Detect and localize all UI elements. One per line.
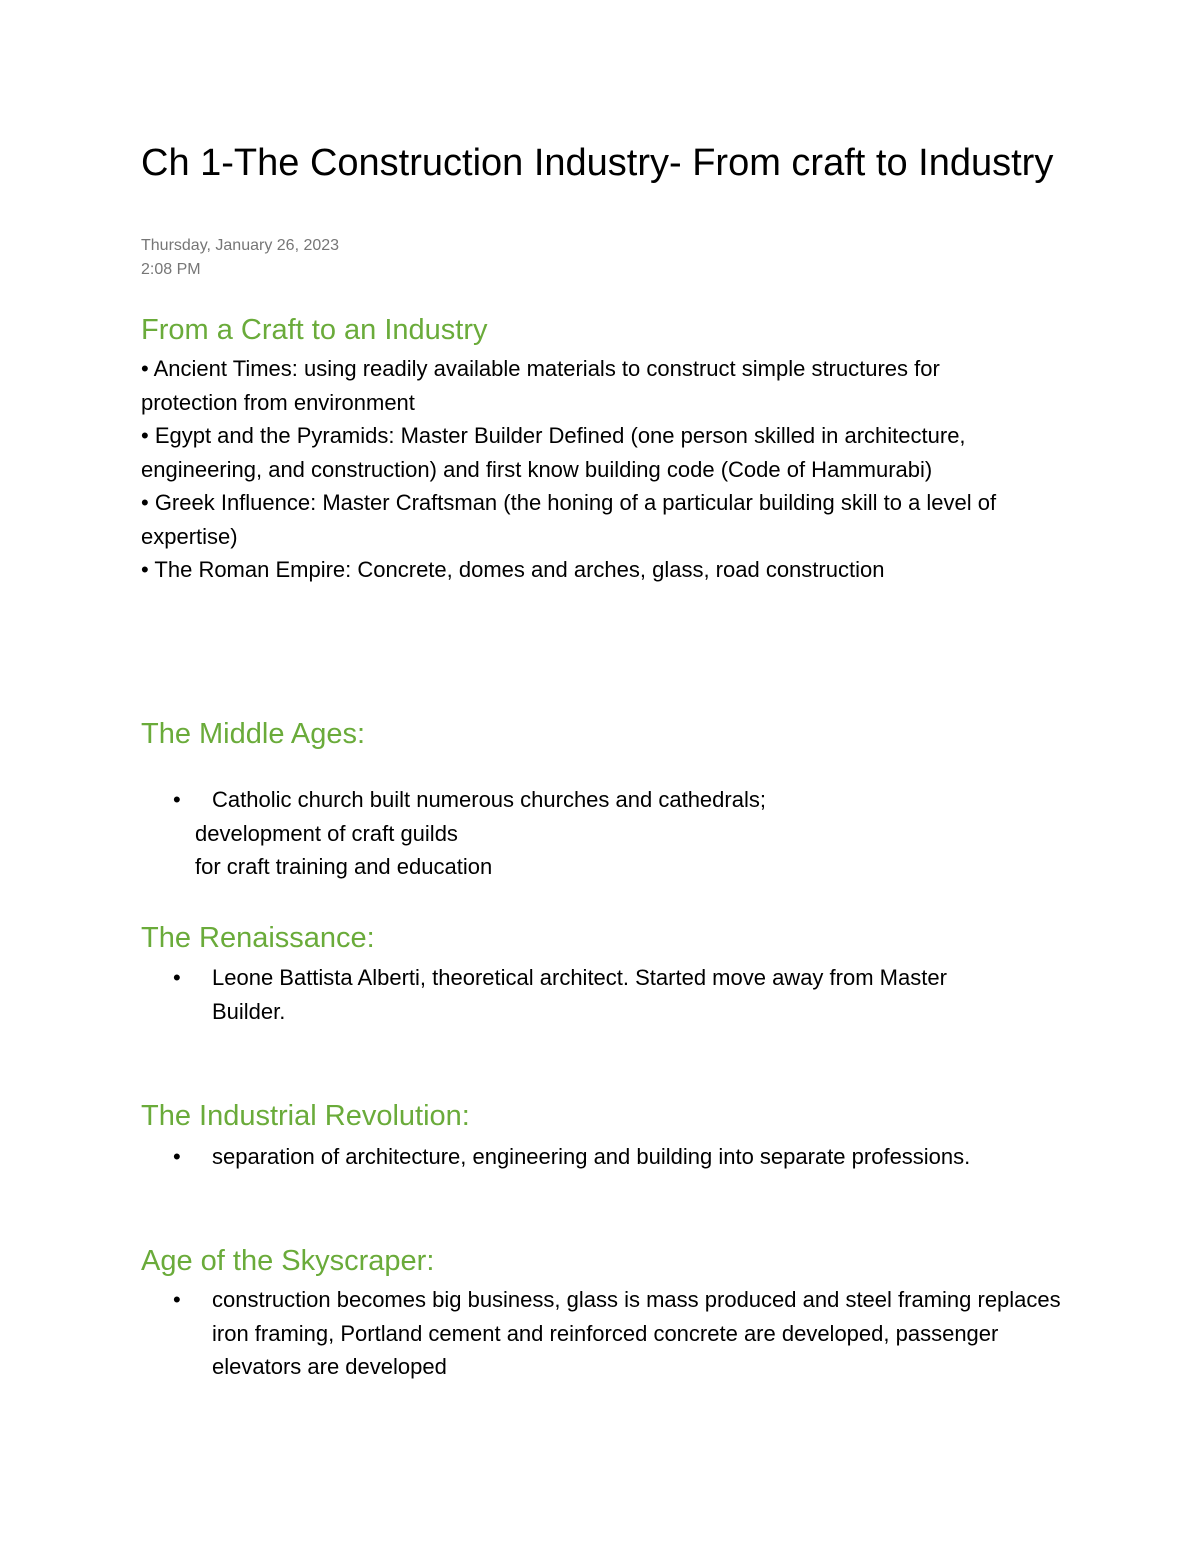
craft-line-roman: • The Roman Empire: Concrete, domes and arches, glass, road construction <box>141 557 885 582</box>
industrial-list <box>141 1140 1071 1174</box>
craft-line-ancient-times: • Ancient Times: using readily available materials to construct simple structures for <box>141 356 940 381</box>
craft-line-greek: • Greek Influence: Master Craftsman (the honing of a particular building skill to a level of expertise) <box>141 490 997 549</box>
skyscraper-list <box>141 1283 1071 1384</box>
list-item <box>141 961 1012 1028</box>
middle-ages-continuation-1: development of craft guilds <box>195 820 458 846</box>
list-item <box>141 783 1071 817</box>
craft-section-body <box>141 352 1071 587</box>
heading-craft-to-industry: From a Craft to an Industry <box>141 314 488 346</box>
renaissance-list <box>141 961 1071 1028</box>
middle-ages-continuation-2: for craft training and education <box>195 854 493 879</box>
list-item <box>141 1140 1012 1174</box>
list-item <box>141 1283 1072 1384</box>
bullet-icon: • <box>173 1144 181 1169</box>
page-time: 2:08 PM <box>141 261 201 278</box>
bullet-icon: • <box>173 1287 181 1312</box>
craft-line-ancient-times-cont: protection from environment <box>141 389 415 415</box>
industrial-item: separation of architecture, engineering and building into separate professions. <box>212 1144 971 1169</box>
heading-skyscraper: Age of the Skyscraper: <box>141 1245 435 1277</box>
page-title: Ch 1-The Construction Industry- From craft to Industry <box>141 142 1054 184</box>
heading-renaissance: The Renaissance: <box>141 922 375 954</box>
renaissance-item: Leone Battista Alberti, theoretical architect. Started move away from Master Builder. <box>212 965 947 1024</box>
heading-industrial-revolution: The Industrial Revolution: <box>141 1100 470 1132</box>
heading-middle-ages: The Middle Ages: <box>141 718 366 750</box>
skyscraper-item: construction becomes big business, glass is mass produced and steel framing replaces iron framing, Portland cement and reinforced concrete are developed, passenger elevators are developed <box>212 1287 1061 1379</box>
bullet-icon: • <box>173 965 181 990</box>
middle-ages-list <box>141 783 1071 884</box>
middle-ages-item: Catholic church built numerous churches and cathedrals; <box>212 787 766 812</box>
craft-line-egypt: • Egypt and the Pyramids: Master Builder Defined (one person skilled in architecture, engineering, and construction) and first know building code (Code of Hammurabi) <box>141 423 966 482</box>
page-date: Thursday, January 26, 2023 <box>141 237 340 254</box>
bullet-icon: • <box>173 787 181 812</box>
